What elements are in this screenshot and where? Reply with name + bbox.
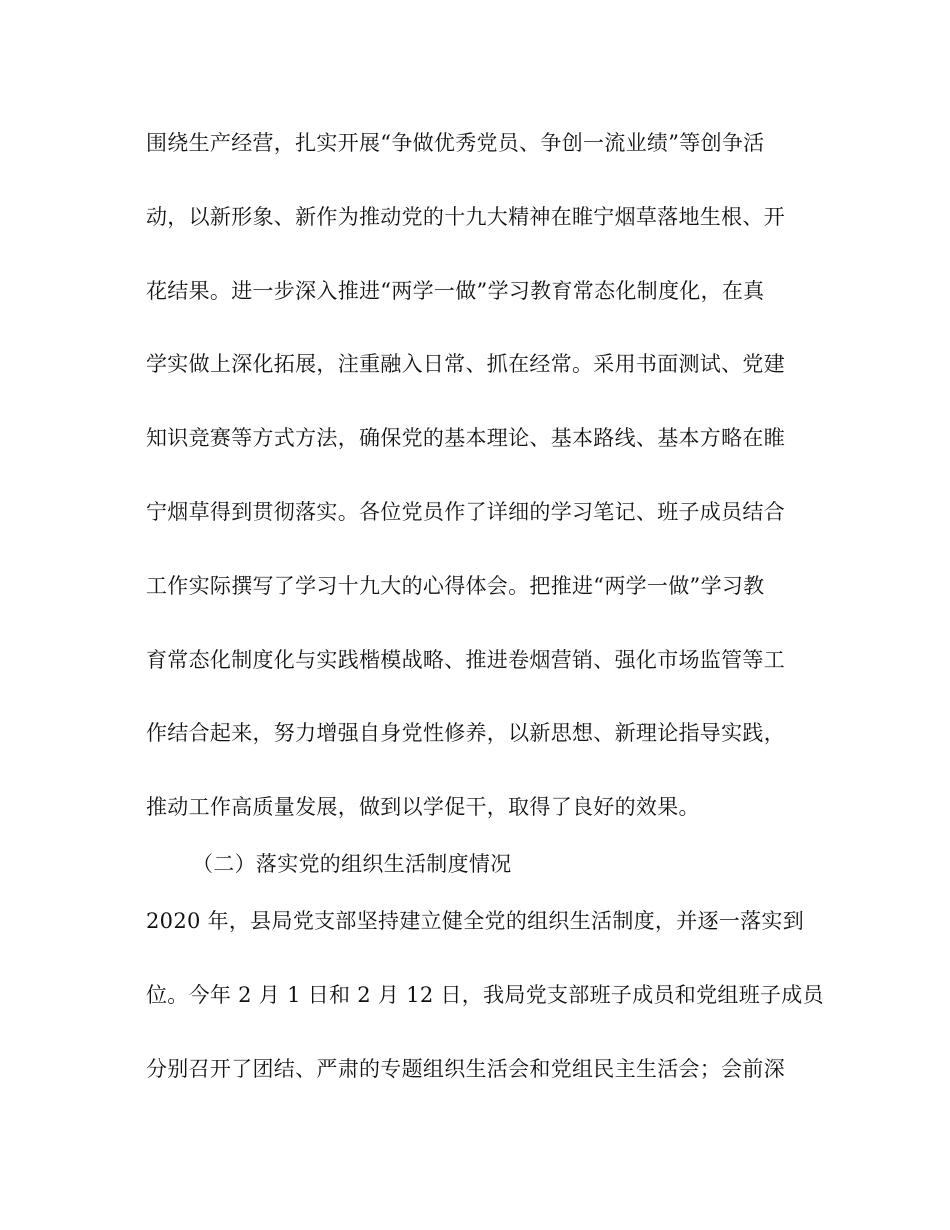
paragraph-line: 2020 年，县局党支部坚持建立健全党的组织生活制度，并逐一落实到 [146, 909, 805, 933]
paragraph-line: 宁烟草得到贯彻落实。各位党员作了详细的学习笔记、班子成员结合 [146, 500, 785, 524]
paragraph-line: 花结果。进一步深入推进“两学一做”学习教育常态化制度化，在真 [146, 279, 765, 303]
section-heading: （二）落实党的组织生活制度情况 [192, 852, 512, 876]
paragraph-line: 工作实际撰写了学习十九大的心得体会。把推进“两学一做”学习教 [146, 574, 765, 598]
paragraph-line: 育常态化制度化与实践楷模战略、推进卷烟营销、强化市场监管等工 [146, 648, 785, 672]
paragraph-line: 推动工作高质量发展，做到以学促干，取得了良好的效果。 [146, 795, 700, 819]
paragraph-line: 动，以新形象、新作为推动党的十九大精神在睢宁烟草落地生根、开 [146, 205, 785, 229]
paragraph-line: 作结合起来，努力增强自身党性修养，以新思想、新理论指导实践， [146, 721, 785, 745]
paragraph-line: 位。今年 2 月 1 日和 2 月 12 日，我局党支部班子成员和党组班子成员 [146, 983, 824, 1007]
paragraph-line: 知识竞赛等方式方法，确保党的基本理论、基本路线、基本方略在睢 [146, 426, 785, 450]
paragraph-line: 围绕生产经营，扎实开展“争做优秀党员、争创一流业绩”等创争活 [146, 131, 765, 155]
paragraph-line: 分别召开了团结、严肃的专题组织生活会和党组民主生活会；会前深 [146, 1057, 785, 1081]
paragraph-line: 学实做上深化拓展，注重融入日常、抓在经常。采用书面测试、党建 [146, 352, 785, 376]
